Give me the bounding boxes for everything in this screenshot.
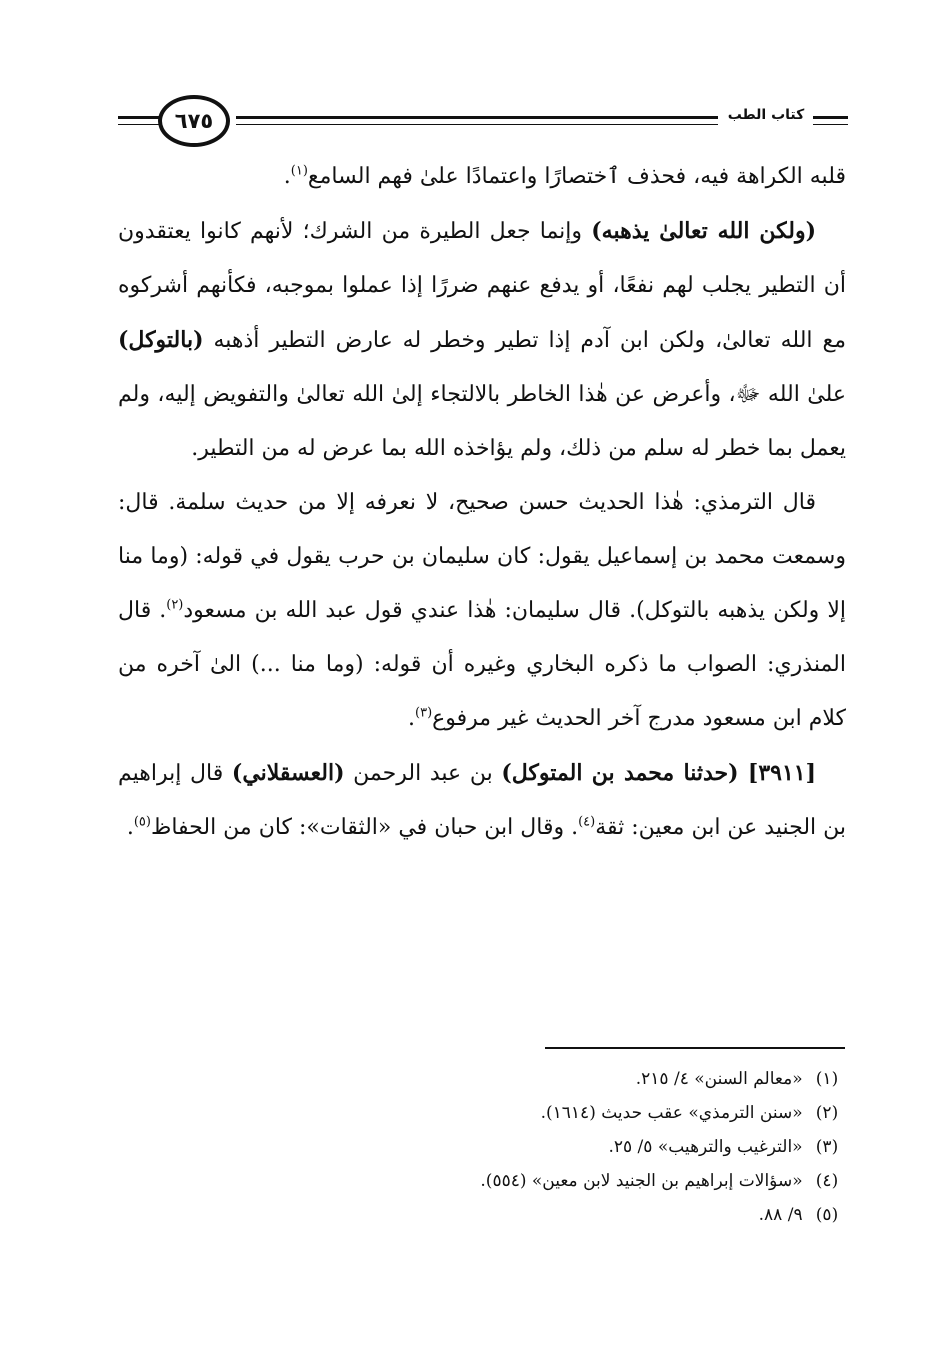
footnote-ref: (١) (290, 163, 308, 179)
footnote (118, 1062, 846, 1096)
paragraph (118, 204, 846, 476)
header-rule (813, 124, 848, 125)
page-number: ٦٧٥ (158, 95, 230, 147)
paragraph (118, 476, 846, 746)
paragraph (118, 746, 846, 855)
text-run: علىٰ الله ﷻ، وأعرض عن هٰذا الخاطر بالالتجاء إلىٰ الله تعالىٰ والتفويض إليه، ولم يعمل بما خطر له سلم من ذلك، ولم يؤاخذه الله بما عرض له من التطير. (118, 382, 847, 461)
text-run: قال إبراهيم بن الجنيد عن ابن معين: ثقة (118, 761, 846, 840)
footnote (118, 1164, 846, 1198)
header-rule (236, 124, 718, 125)
footnote-text: «معالم السنن» ٤/ ٢١٥. (635, 1069, 803, 1089)
footnote-text: «سنن الترمذي» عقب حديث (١٦١٤). (540, 1103, 803, 1123)
bold-text: [٣٩١١] (حدثنا محمد بن المتوكل) (501, 760, 816, 786)
text-run: . (408, 706, 415, 731)
text-run: . قال المنذري: الصواب ما ذكره البخاري وغيره أن قوله: (وما منا ...) الىٰ آخره من كلام ابن مسعود مدرج آخر الحديث غير مرفوع (118, 598, 847, 731)
footnote-ref: (٢) (166, 597, 184, 613)
footnotes (118, 1062, 846, 1232)
header-rule (813, 116, 848, 119)
footnote-number: (٢) (815, 1103, 839, 1123)
footnote-text: «سؤالات إبراهيم بن الجنيد لابن معين» (٥٥٤). (480, 1171, 803, 1191)
text-run: قلبه الكراهة فيه، فحذف ٱختصارًا واعتمادًا علىٰ فهم السامع (307, 164, 846, 189)
footnote-text: «الترغيب والترهيب» ٥/ ٢٥. (608, 1137, 803, 1157)
footnote-number: (٤) (815, 1171, 839, 1191)
text-run: وإنما جعل الطيرة من الشرك؛ لأنهم كانوا يعتقدون أن التطير يجلب لهم نفعًا، أو يدفع عنهم ضررًا إذا عملوا بموجبه، فكأنهم أشركوه مع الله تعالىٰ، ولكن ابن آدم إذا تطير وخطر له عارض التطير أذهبه (118, 219, 846, 353)
footnote-ref: (٤) (578, 814, 596, 830)
footnote-separator (545, 1047, 845, 1049)
header-rule (236, 116, 718, 119)
text-run: . وقال ابن حبان في «الثقات»: كان من الحفاظ (150, 815, 579, 840)
text-run: . (283, 164, 291, 189)
bold-text: (العسقلاني) (231, 760, 345, 786)
footnote (118, 1130, 846, 1164)
bold-text: (بالتوكل) (118, 327, 204, 353)
footnote-ref: (٣) (415, 705, 433, 721)
main-text (118, 150, 846, 855)
footnote (118, 1096, 846, 1130)
page-header (118, 95, 848, 155)
footnote-text: ٩/ ٨٨. (758, 1205, 803, 1225)
bold-text: (ولكن الله تعالىٰ يذهبه) (591, 218, 816, 244)
footnote (118, 1198, 846, 1232)
footnote-number: (١) (815, 1069, 839, 1089)
footnote-number: (٣) (815, 1137, 839, 1157)
paragraph (118, 150, 846, 204)
footnote-ref: (٥) (133, 814, 151, 830)
text-run: قال الترمذي: هٰذا الحديث حسن صحيح، لا نعرفه إلا من حديث سلمة. قال: وسمعت محمد بن إسماعيل يقول: كان سليمان بن حرب يقول في قوله: (وما منا إلا ولكن يذهبه بالتوكل). قال سليمان: هٰذا عندي قول عبد الله بن مسعود (118, 490, 846, 623)
footnote-number: (٥) (815, 1205, 839, 1225)
text-run: . (126, 815, 134, 840)
running-title: كتاب الطب (727, 107, 805, 123)
text-run: بن عبد الرحمن (344, 761, 502, 786)
